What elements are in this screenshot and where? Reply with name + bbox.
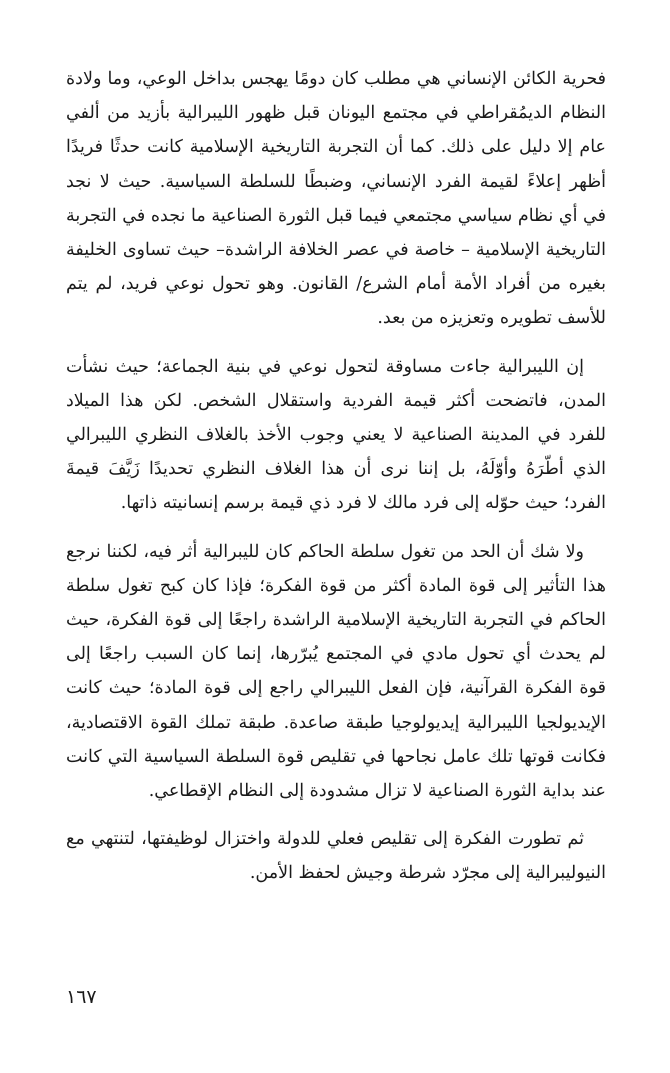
page-number: ١٦٧ [66,986,97,1008]
paragraph-3: ولا شك أن الحد من تغول سلطة الحاكم كان لليبرالية أثر فيه، لكننا نرجع هذا التأثير إلى قوة المادة أكثر من قوة الفكرة؛ فإذا كان كبح تغول سلطة الحاكم في التجربة التاريخية الإسلامية الراشدة راجعًا إلى قوة الفكرة، حيث لم يحدث أي تحول مادي في المجتمع يُبرّرها، إنما كان السبب راجعًا إلى قوة الفكرة القرآنية، فإن الفعل الليبرالي راجع إلى قوة المادة؛ حيث كانت الإيديولجيا الليبرالية إيديولوجيا طبقة صاعدة. طبقة تملك القوة الاقتصادية، فكانت قوتها تلك عامل نجاحها في تقليص قوة السلطة السياسية التي كانت عند بداية الثورة الصناعية لا تزال مشدودة إلى النظام الإقطاعي. [66,541,606,802]
paragraph-1: فحرية الكائن الإنساني هي مطلب كان دومًا يهجس بداخل الوعي، وما ولادة النظام الديمُقراطي في مجتمع اليونان قبل ظهور الليبرالية بأزيد من ألفي عام إلا دليل على ذلك. كما أن التجربة التاريخية الإسلامية كانت حدثًا فريدًا أظهر إعلاءً لقيمة الفرد الإنساني، وضبطًا للسلطة السياسية. حيث لا نجد في أي نظام سياسي مجتمعي فيما قبل الثورة الصناعية ما نجده في التجربة التاريخية الإسلامية – خاصة في عصر الخلافة الراشدة– حيث تساوى الخليفة بغيره من أفراد الأمة أمام الشرع/ القانون. وهو تحول نوعي فريد، لم يتم للأسف تطويره وتعزيزه من بعد. [66,69,606,329]
paragraph-2: إن الليبرالية جاءت مساوقة لتحول نوعي في بنية الجماعة؛ حيث نشأت المدن، فاتضحت أكثر قيمة الفردية واستقلال الشخص. لكن هذا الميلاد للفرد في المدينة الصناعية لا يعني وجوب الأخذ بالغلاف النظري الليبرالي الذي أطّرَهُ وأوّلَهُ، بل إننا نرى أن هذا الغلاف النظري تحديدًا زَيَّفَ قيمةَ الفرد؛ حيث حوّله إلى فرد مالك لا فرد ذي قيمة برسم إنسانيته ذاتها. [66,356,606,514]
paragraph-4: ثم تطورت الفكرة إلى تقليص فعلي للدولة واختزال لوظيفتها، لتنتهي مع النيوليبرالية إلى مجرّد شرطة وجيش لحفظ الأمن. [66,829,606,884]
page-body [66,62,606,891]
